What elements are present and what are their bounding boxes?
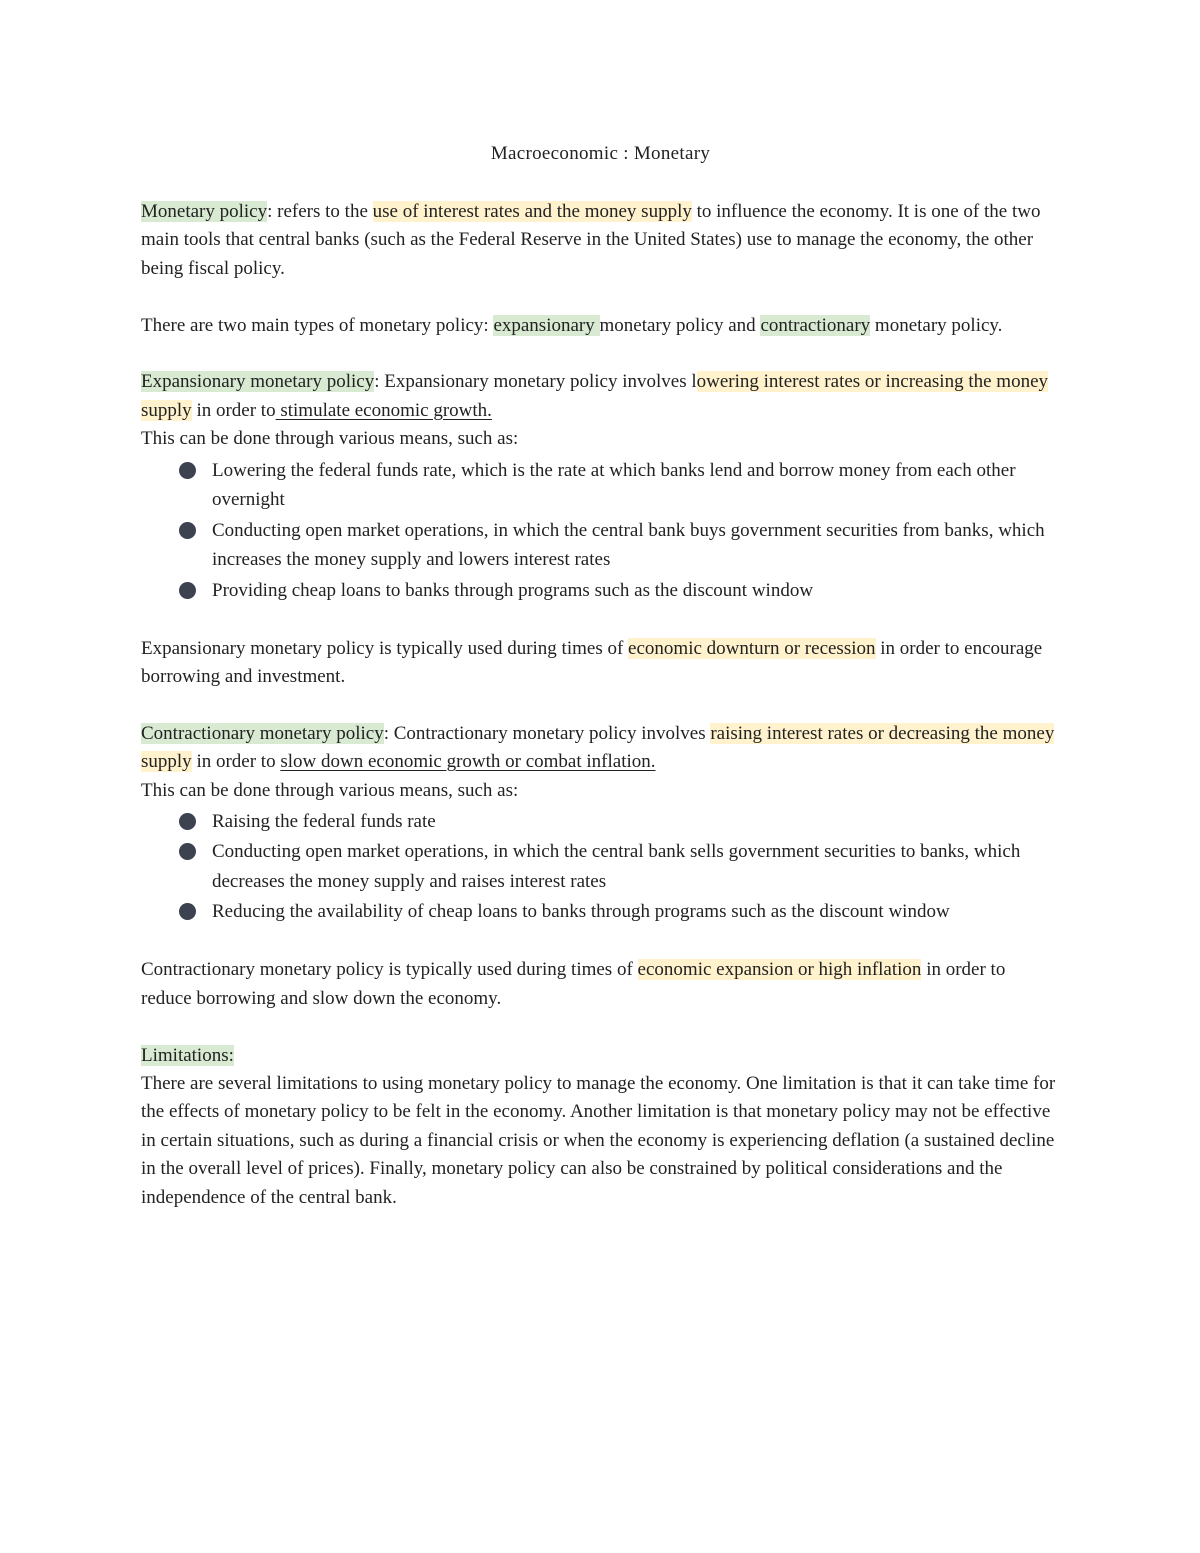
text-segment: in order to encourage borrowing and investment.: [141, 637, 1043, 687]
term-expansionary-monetary-policy: Expansionary monetary policy: [141, 371, 375, 393]
paragraph-spacer: [141, 1013, 1060, 1041]
text-segment: Contractionary monetary policy is typically used during times of: [141, 959, 638, 981]
bullet-dot: [179, 813, 196, 830]
list-item-text: Conducting open market operations, in which the central bank buys government securities from banks, which increases the money supply and lowers interest rates: [212, 519, 1045, 571]
underline-stimulate-growth: stimulate economic growth.: [275, 399, 492, 421]
paragraph-contractionary-definition: [141, 720, 1060, 777]
text-segment: Expansionary monetary policy is typically used during times of: [141, 637, 629, 659]
document-title: Macroeconomic : Monetary: [490, 143, 711, 164]
paragraph-expansionary-usage: [141, 635, 1060, 692]
text-segment: to influence the economy. It is one of the two main tools that central banks (such as the Federal Reserve in the United States) use to manage the economy, the other being fiscal policy.: [141, 201, 1041, 279]
list-item-text: Lowering the federal funds rate, which is the rate at which banks lend and borrow money from each other overnight: [212, 459, 1016, 511]
text-segment: monetary policy and: [599, 314, 761, 336]
term-monetary-policy: Monetary policy: [141, 201, 268, 222]
paragraph-limitations: There are several limitations to using monetary policy to manage the economy. One limitation is that it can take time for the effects of monetary policy to be felt in the economy. Another limitation is that monetary policy may not be effective in certain situations, such as during a financial crisis or when the economy is experiencing deflation (a sustained decline in the overall level of prices). Finally, monetary policy can also be constrained by political considerations and the independence of the central bank.: [141, 1072, 1056, 1208]
highlight-lowering-rates: owering interest rates or increasing the money supply: [141, 371, 1049, 421]
text-segment: monetary policy.: [870, 314, 1003, 336]
contractionary-means-list: [141, 807, 1060, 927]
highlight-expansion-inflation: economic expansion or high inflation: [637, 959, 922, 981]
list-item-text: Raising the federal funds rate: [212, 810, 436, 832]
paragraph-monetary-policy-definition: [141, 198, 1060, 283]
text-segment: in order to: [191, 751, 281, 773]
text-segment: : refers to the: [267, 201, 373, 222]
expansionary-means-intro: This can be done through various means, such as:: [141, 428, 519, 450]
paragraph-spacer: [141, 283, 1060, 311]
list-item-text: Conducting open market operations, in which the central bank sells government securities to banks, which decreases the money supply and raises interest rates: [212, 841, 1021, 892]
highlight-downturn-recession: economic downturn or recession: [628, 637, 876, 659]
paragraph-policy-types: [141, 312, 1060, 340]
term-contractionary-monetary-policy: Contractionary monetary policy: [141, 722, 384, 744]
paragraph-spacer: [141, 691, 1060, 719]
text-segment: in order to: [191, 399, 276, 421]
paragraph-expansionary-definition: [141, 368, 1060, 425]
list-item: [141, 807, 1060, 837]
text-segment: : Contractionary monetary policy involves: [383, 722, 711, 744]
paragraph-contractionary-usage: [141, 956, 1060, 1013]
underline-slow-growth: slow down economic growth or combat inflation.: [280, 751, 656, 773]
expansionary-means-list: [141, 456, 1060, 606]
bullet-dot: [179, 843, 196, 860]
text-segment: : Expansionary monetary policy involves l: [374, 371, 697, 393]
limitations-heading-line: [141, 1042, 1060, 1070]
paragraph-spacer: [141, 340, 1060, 368]
list-item: [141, 897, 1060, 927]
list-item: [141, 516, 1060, 575]
bullet-dot: [179, 462, 196, 479]
bullet-dot: [179, 582, 196, 599]
list-item-text: Providing cheap loans to banks through programs such as the discount window: [212, 579, 814, 601]
contractionary-means-intro: This can be done through various means, such as:: [141, 779, 519, 801]
term-expansionary: expansionary: [493, 314, 600, 336]
list-item-text: Reducing the availability of cheap loans to banks through programs such as the discount window: [212, 901, 950, 923]
highlight-raising-rates: raising interest rates or decreasing the money supply: [141, 722, 1055, 773]
text-segment: There are two main types of monetary policy:: [141, 314, 494, 336]
list-item: [141, 837, 1060, 896]
list-item: [141, 576, 1060, 606]
bullet-dot: [179, 903, 196, 920]
highlight-interest-rates-money-supply: use of interest rates and the money supply: [372, 201, 692, 222]
bullet-dot: [179, 522, 196, 539]
limitations-heading: Limitations:: [141, 1044, 234, 1066]
term-contractionary: contractionary: [760, 314, 871, 336]
list-item: [141, 456, 1060, 515]
paragraph-spacer: [141, 606, 1060, 634]
paragraph-spacer: [141, 928, 1060, 956]
text-segment: in order to reduce borrowing and slow down the economy.: [141, 959, 1006, 1009]
